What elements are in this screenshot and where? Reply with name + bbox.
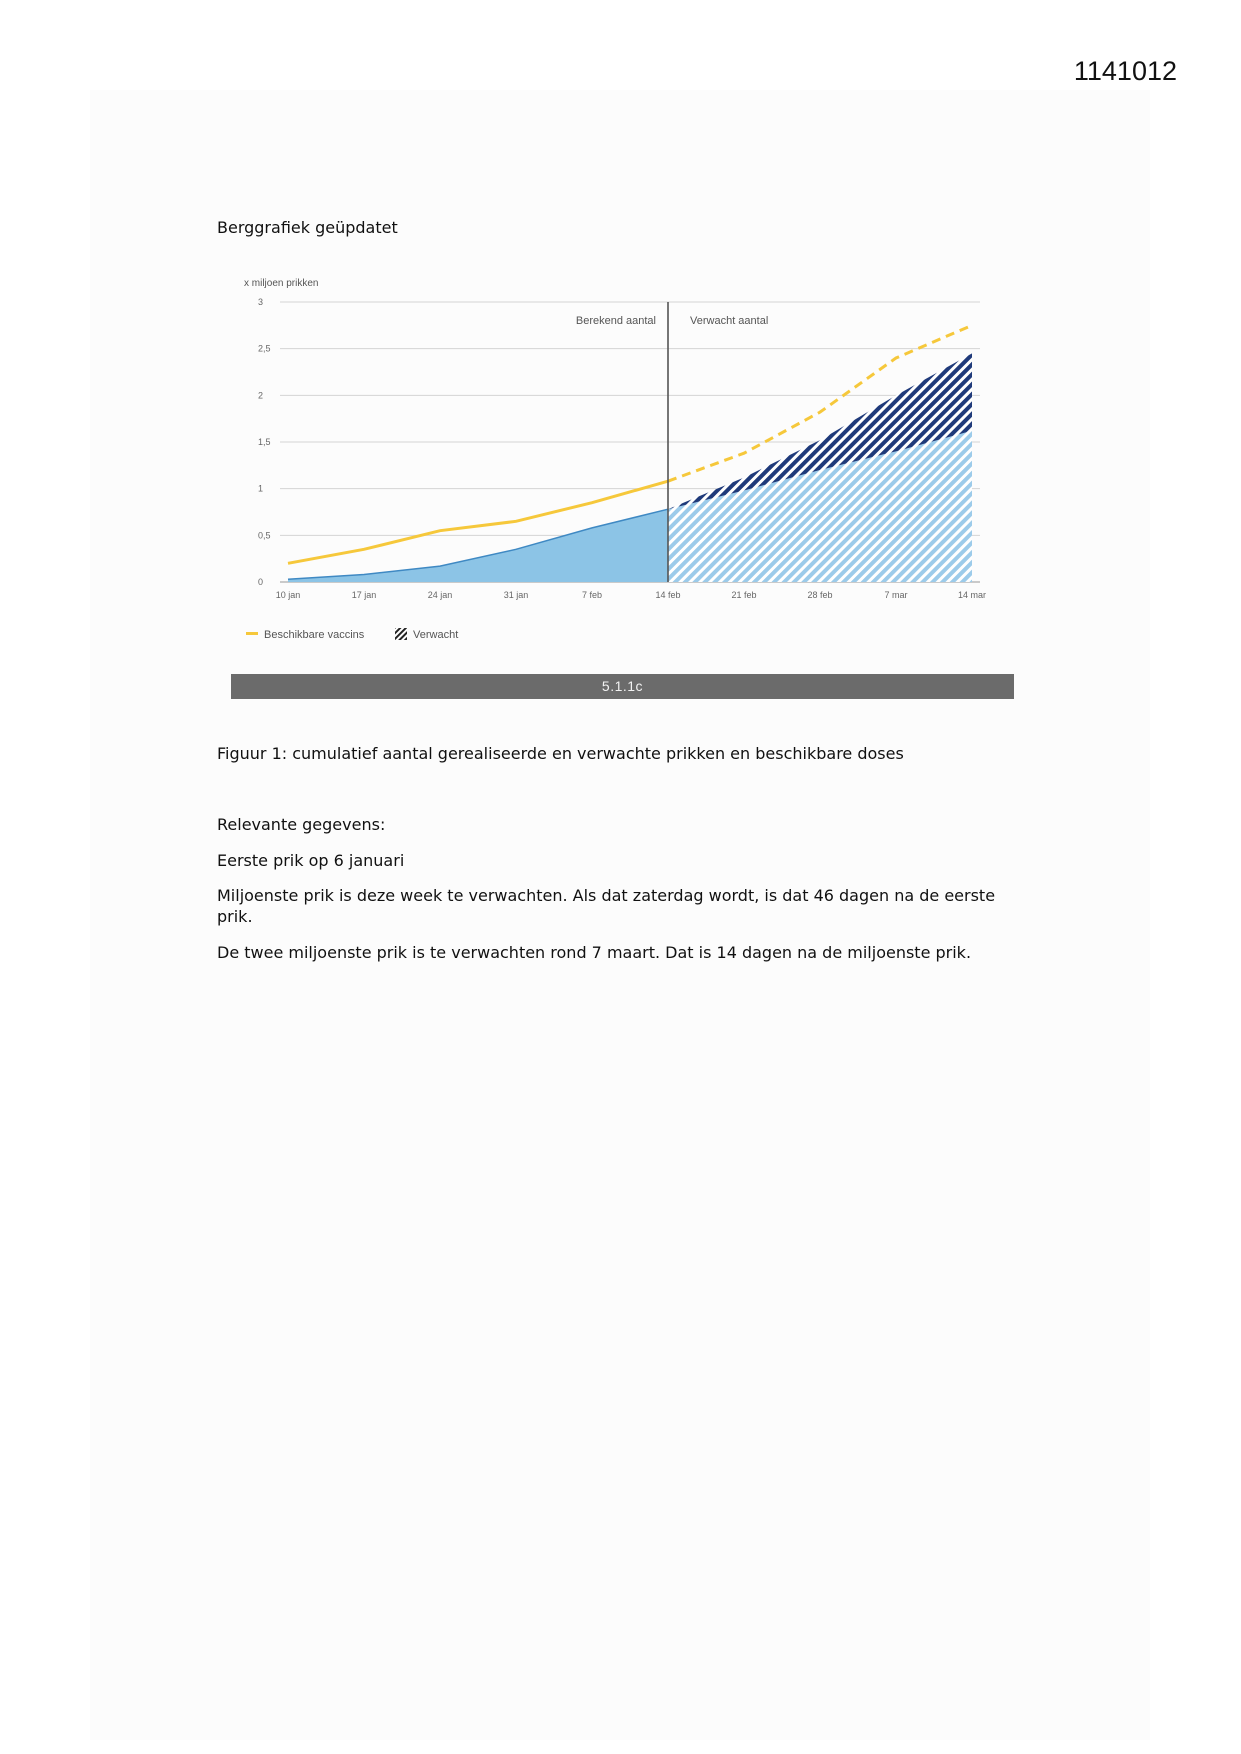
x-tick-label: 24 jan: [427, 590, 453, 600]
section-title: Berggrafiek geüpdatet: [217, 218, 398, 237]
y-tick-label: 1,5: [258, 437, 271, 447]
chart: [240, 272, 1010, 652]
y-axis-label: x miljoen prikken: [244, 278, 319, 289]
paragraph: Eerste prik op 6 januari: [217, 851, 405, 870]
legend-label: Verwacht: [413, 629, 459, 641]
y-tick-label: 2,5: [258, 343, 271, 354]
y-tick-label: 3: [258, 297, 264, 307]
y-tick-label: 1: [258, 483, 264, 494]
region-label: Verwacht aantal: [690, 315, 769, 327]
document-number: 1141012: [1073, 56, 1177, 86]
y-tick-label: 0,5: [258, 530, 271, 541]
paragraph-heading: Relevante gegevens:: [217, 815, 386, 834]
realized-area: [288, 509, 668, 582]
redaction-bar: 5.1.1c: [231, 674, 1014, 699]
legend-label: Beschikbare vaccins: [264, 629, 365, 641]
x-tick-label: 17 jan: [351, 590, 377, 600]
paragraph: De twee miljoenste prik is te verwachten rond 7 maart. Dat is 14 dagen na de miljoenste prik.: [217, 943, 972, 962]
x-tick-label: 7 feb: [581, 590, 603, 600]
legend-swatch-available: [246, 632, 258, 635]
x-tick-label: 28 feb: [807, 590, 833, 600]
x-tick-label: 7 mar: [884, 590, 908, 600]
x-tick-label: 14 mar: [957, 590, 987, 600]
figure-caption: Figuur 1: cumulatief aantal gerealiseerde en verwachte prikken en beschikbare doses: [217, 744, 904, 763]
y-tick-label: 0: [258, 577, 264, 587]
chart-svg: [240, 272, 1010, 652]
paragraph: Miljoenste prik is deze week te verwachten. Als dat zaterdag wordt, is dat 46 dagen na de eerste prik.: [217, 886, 996, 926]
x-tick-label: 21 feb: [731, 590, 757, 600]
y-tick-label: 2: [258, 390, 264, 401]
x-tick-label: 10 jan: [275, 590, 301, 600]
x-tick-label: 14 feb: [655, 590, 681, 600]
legend-swatch-forecast: [395, 628, 407, 640]
x-tick-label: 31 jan: [503, 590, 529, 600]
region-label: Berekend aantal: [575, 315, 656, 327]
